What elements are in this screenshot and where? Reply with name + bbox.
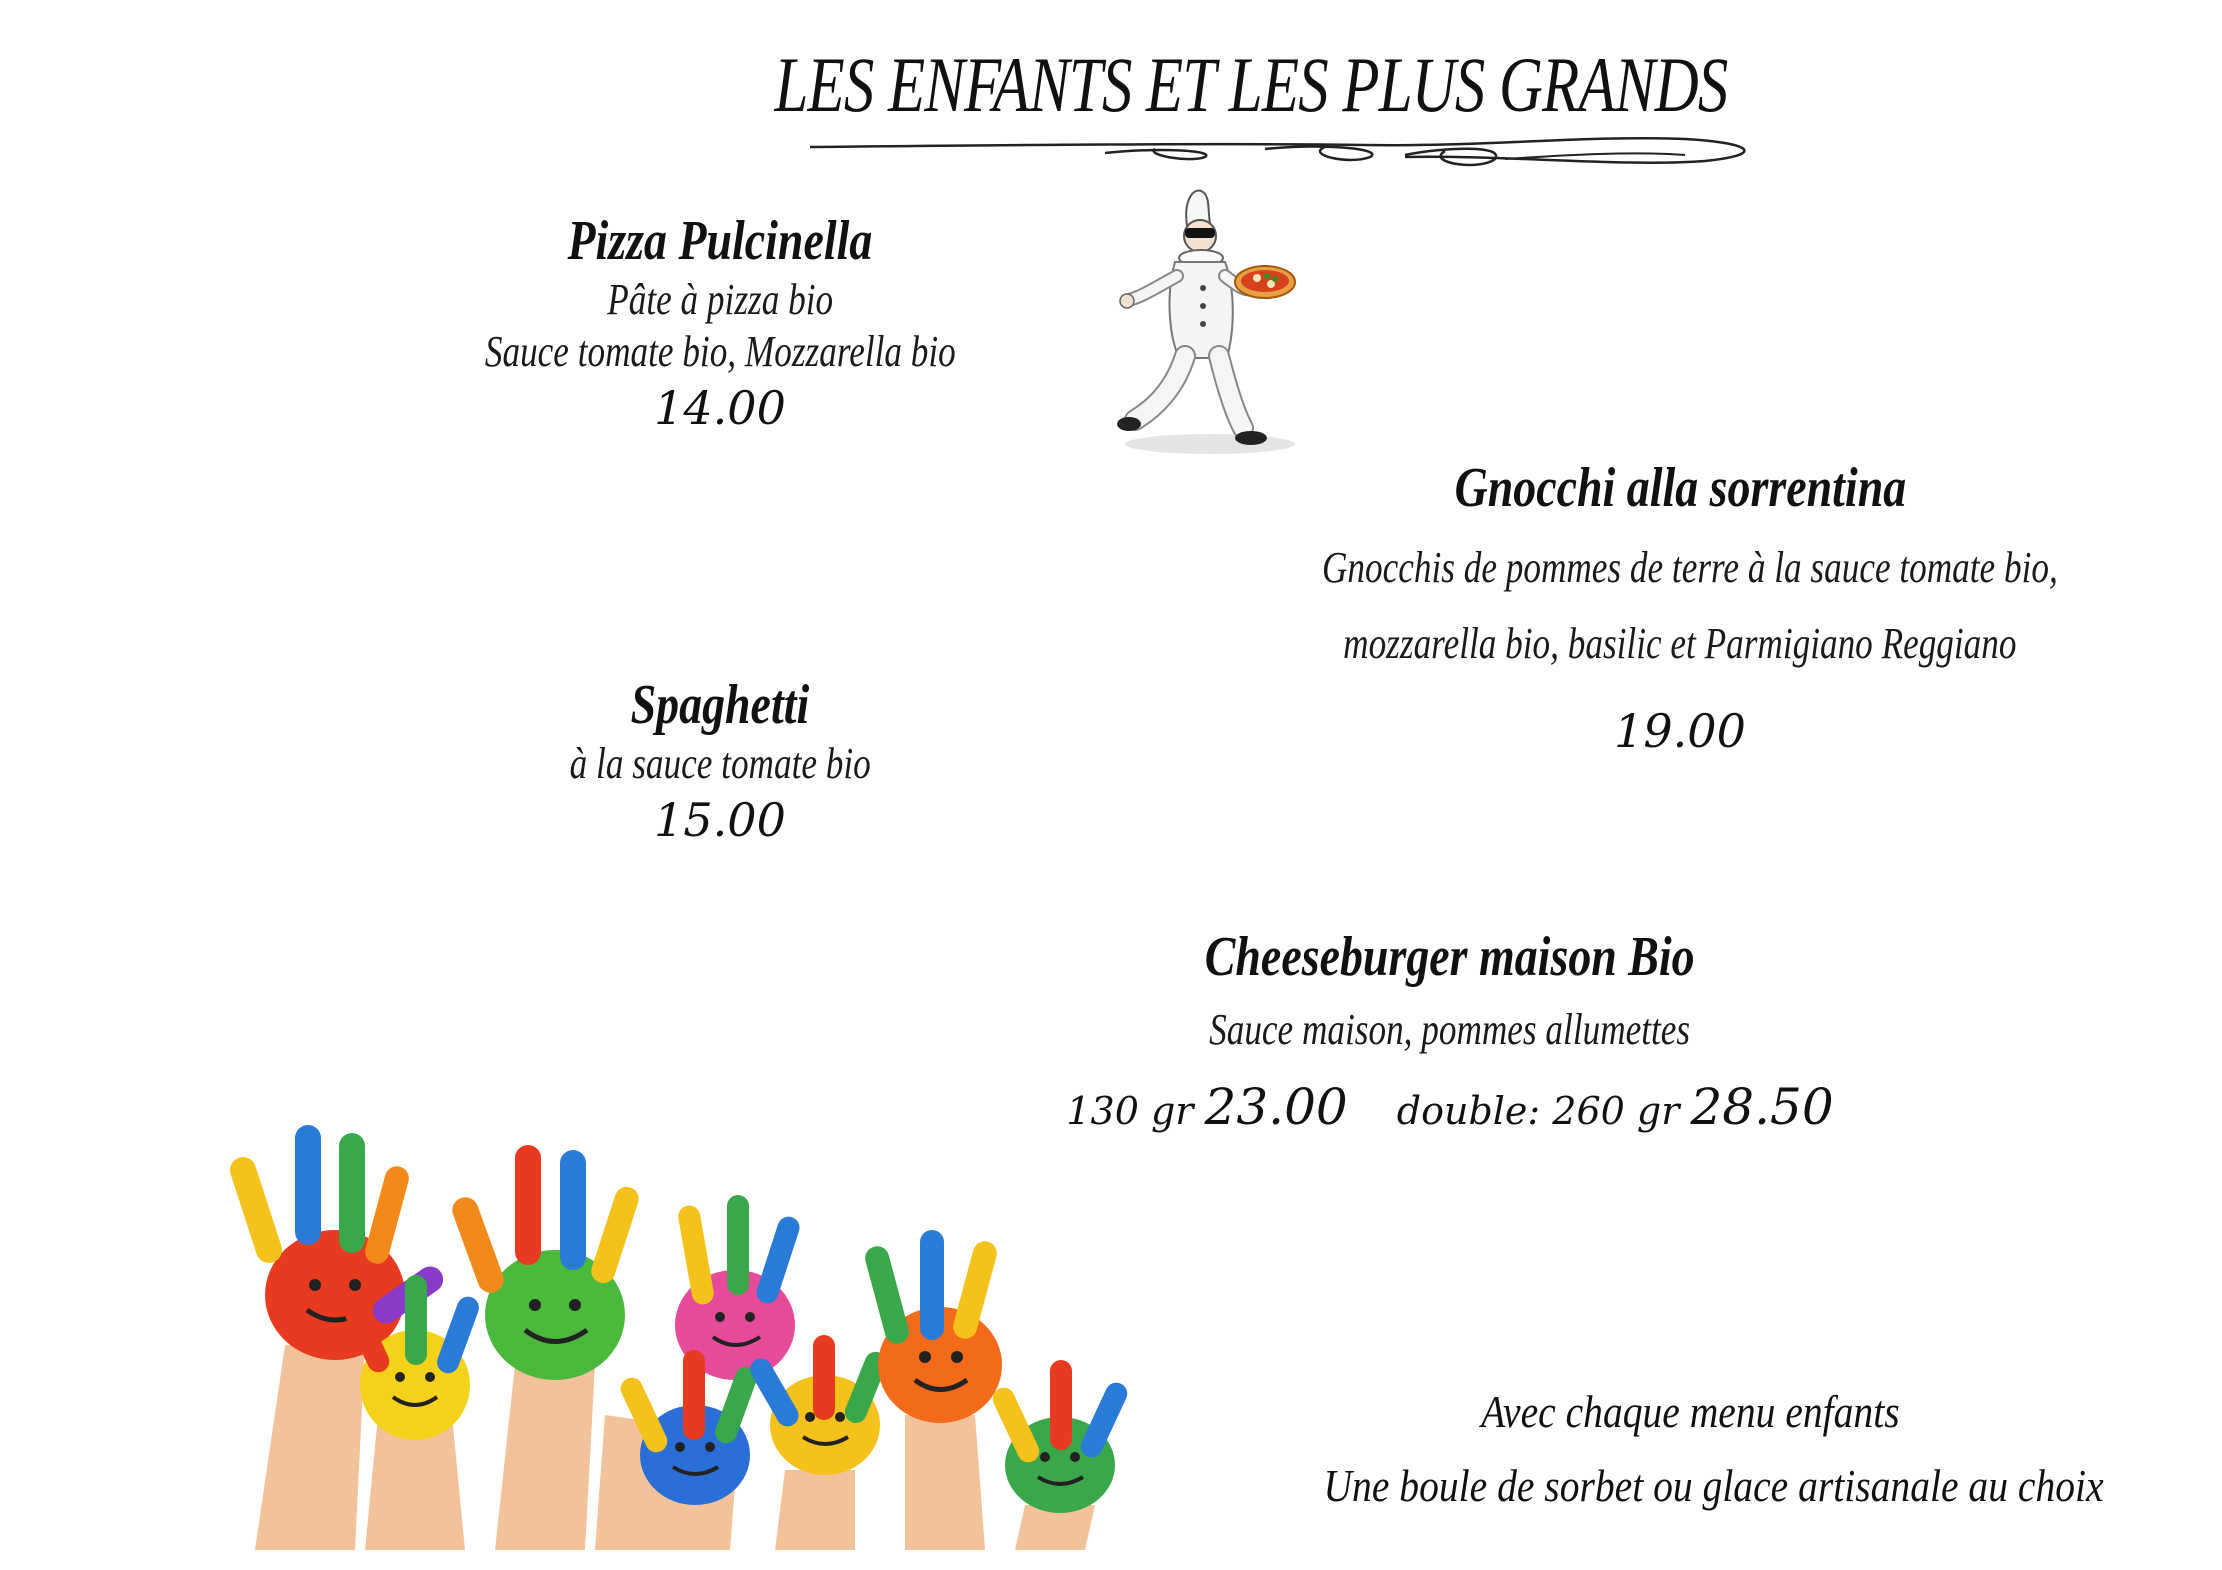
dish-name: Cheeseburger maison Bio xyxy=(1205,926,1695,988)
option-price: 23.00 xyxy=(1204,1078,1348,1136)
dish-description: Gnocchis de pommes de terre à la sauce tomate bio, xyxy=(1321,543,2058,592)
dish-price: 19.00 xyxy=(1614,704,1746,758)
dish-price: 15.00 xyxy=(654,793,786,847)
hand-8 xyxy=(989,1360,1131,1513)
pulcinella-chef-illustration xyxy=(1115,188,1305,458)
dish-price: 14.00 xyxy=(654,381,786,435)
dish-description: à la sauce tomate bio xyxy=(569,739,871,788)
option-weight: 130 gr xyxy=(1066,1089,1194,1133)
dish-name: Spaghetti xyxy=(630,674,810,736)
dish-description: Pâte à pizza bio xyxy=(607,275,833,324)
menu-item-cheeseburger xyxy=(1000,924,1900,1136)
note-line: Une boule de sorbet ou glace artisanale au choix xyxy=(1323,1460,2104,1511)
dish-description: Sauce maison, pommes allumettes xyxy=(1209,1005,1691,1054)
menu-item-pizza-pulcinella xyxy=(420,208,1020,438)
menu-item-gnocchi xyxy=(1230,455,2130,761)
dish-description: Sauce tomate bio, Mozzarella bio xyxy=(484,327,956,376)
note-line: Avec chaque menu enfants xyxy=(1480,1386,1900,1437)
hand-7 xyxy=(862,1230,1002,1423)
title-flourish-divider xyxy=(805,125,1765,185)
hand-3 xyxy=(449,1145,642,1380)
dessert-note xyxy=(1260,1375,2120,1523)
dish-name: Pizza Pulcinella xyxy=(567,210,873,272)
menu-item-spaghetti xyxy=(420,672,1020,850)
painted-children-hands-photo xyxy=(215,1125,1255,1550)
dish-description: mozzarella bio, basilic et Parmigiano Reggiano xyxy=(1343,619,2017,668)
dish-name: Gnocchi alla sorrentina xyxy=(1454,457,1906,519)
menu-title: LES ENFANTS ET LES PLUS GRANDS xyxy=(774,41,1728,128)
option-weight: double: 260 gr xyxy=(1396,1089,1680,1133)
option-price: 28.50 xyxy=(1690,1078,1834,1136)
